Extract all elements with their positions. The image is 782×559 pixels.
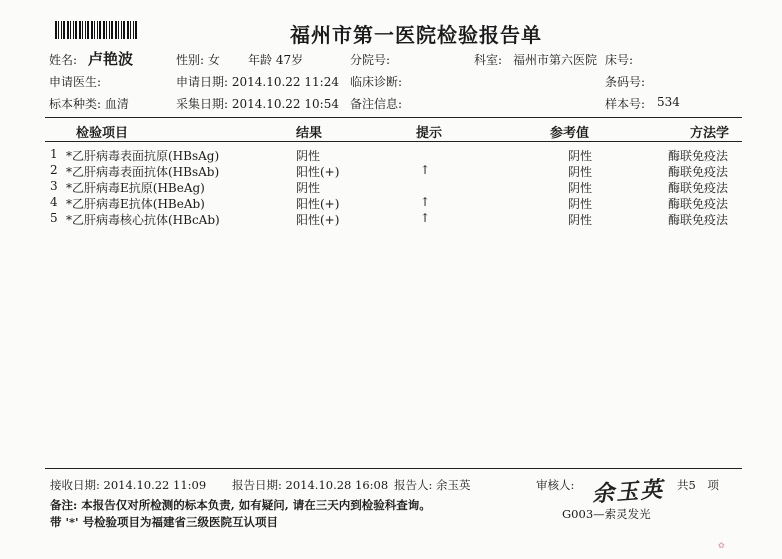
row-item: *乙肝病毒E抗体(HBeAb) bbox=[66, 197, 205, 211]
bed-label: 床号: bbox=[605, 53, 634, 67]
row-method: 酶联免疫法 bbox=[668, 165, 729, 179]
col-header-item: 检验项目 bbox=[76, 126, 129, 141]
patient-name: 卢艳波 bbox=[88, 50, 134, 68]
reporter: 报告人: 余玉英 bbox=[394, 478, 471, 492]
report-title: 福州市第一医院检验报告单 bbox=[290, 23, 542, 47]
diagnosis-label: 临床诊断: bbox=[350, 75, 403, 89]
row-flag: ↑ bbox=[420, 163, 431, 177]
receive-date: 接收日期: 2014.10.22 11:09 bbox=[50, 478, 207, 492]
barcode-image bbox=[55, 21, 137, 39]
row-result: 阳性(+) bbox=[296, 197, 340, 211]
age-field: 年龄 47岁 bbox=[248, 53, 304, 67]
disclaimer-note: 备注: 本报告仅对所检测的标本负责, 如有疑问, 请在三天内到检验科查询。 bbox=[50, 498, 431, 512]
row-reference: 阴性 bbox=[568, 165, 593, 179]
report-date: 报告日期: 2014.10.28 16:08 bbox=[232, 478, 389, 492]
name-label: 姓名: bbox=[49, 53, 78, 67]
reviewer-signature: 余玉英 bbox=[591, 476, 665, 508]
row-result: 阳性(+) bbox=[296, 213, 340, 227]
row-no: 2 bbox=[50, 163, 58, 177]
row-result: 阴性 bbox=[296, 181, 321, 195]
row-item: *乙肝病毒表面抗原(HBsAg) bbox=[66, 149, 220, 163]
row-method: 酶联免疫法 bbox=[668, 181, 729, 195]
table-header-rule bbox=[45, 141, 742, 142]
row-item: *乙肝病毒表面抗体(HBsAb) bbox=[66, 165, 220, 179]
row-method: 酶联免疫法 bbox=[668, 197, 729, 211]
col-header-flag: 提示 bbox=[416, 126, 443, 141]
row-result: 阴性 bbox=[296, 149, 321, 163]
row-no: 3 bbox=[50, 179, 58, 193]
footer-rule bbox=[45, 468, 742, 469]
dept-label: 科室: bbox=[474, 53, 503, 67]
row-no: 4 bbox=[50, 195, 58, 209]
doctor-label: 申请医生: bbox=[49, 75, 102, 89]
col-header-result: 结果 bbox=[296, 126, 323, 141]
collect-date: 采集日期: 2014.10.22 10:54 bbox=[176, 97, 339, 111]
reviewer-label: 审核人: bbox=[536, 478, 575, 492]
branch-no-label: 分院号: bbox=[350, 53, 391, 67]
item-total: 共5 项 bbox=[677, 478, 719, 492]
sample-no-label: 样本号: bbox=[605, 97, 646, 111]
row-method: 酶联免疫法 bbox=[668, 149, 729, 163]
row-no: 1 bbox=[50, 147, 58, 161]
sample-type: 标本种类: 血清 bbox=[49, 97, 129, 111]
gender-field: 性别: 女 bbox=[176, 53, 220, 67]
row-reference: 阴性 bbox=[568, 197, 593, 211]
dept-value: 福州市第六医院 bbox=[513, 53, 598, 67]
table-top-rule bbox=[45, 117, 742, 118]
row-item: *乙肝病毒E抗原(HBeAg) bbox=[66, 181, 205, 195]
row-no: 5 bbox=[50, 211, 58, 225]
row-reference: 阴性 bbox=[568, 181, 593, 195]
instrument-code: G003—索灵发光 bbox=[562, 507, 651, 521]
barcode-label: 条码号: bbox=[605, 75, 646, 89]
row-method: 酶联免疫法 bbox=[668, 213, 729, 227]
row-reference: 阴性 bbox=[568, 149, 593, 163]
row-result: 阳性(+) bbox=[296, 165, 340, 179]
watermark-logo: ✿ bbox=[718, 541, 725, 550]
sample-no: 534 bbox=[657, 95, 680, 109]
row-reference: 阴性 bbox=[568, 213, 593, 227]
remark-label: 备注信息: bbox=[350, 97, 403, 111]
col-header-method: 方法学 bbox=[690, 126, 730, 141]
col-header-reference: 参考值 bbox=[550, 126, 590, 141]
row-item: *乙肝病毒核心抗体(HBcAb) bbox=[66, 213, 220, 227]
row-flag: ↑ bbox=[420, 211, 431, 225]
mutual-recognition-note: 带 '*' 号检验项目为福建省三级医院互认项目 bbox=[50, 515, 279, 529]
row-flag: ↑ bbox=[420, 195, 431, 209]
apply-date: 申请日期: 2014.10.22 11:24 bbox=[176, 75, 339, 89]
